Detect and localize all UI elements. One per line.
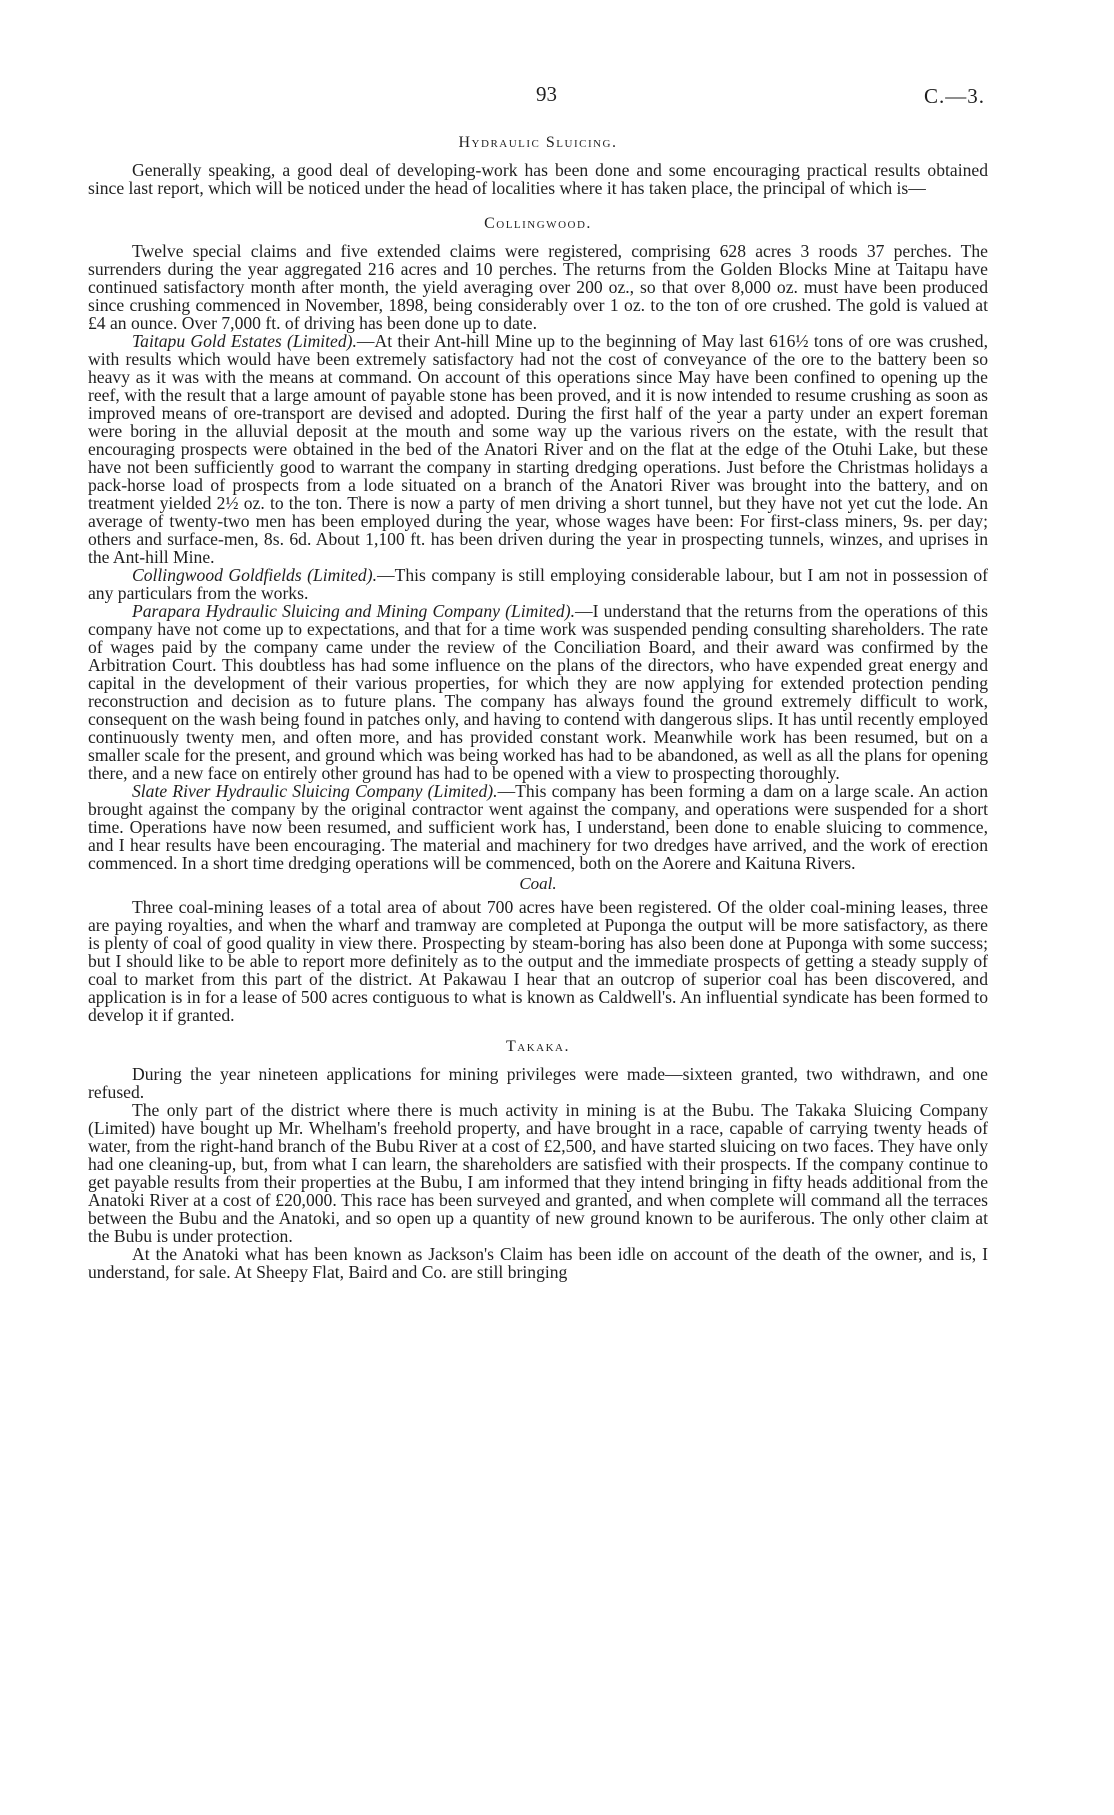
company-name: Slate River Hydraulic Sluicing Company (Limited). [132, 781, 498, 801]
paragraph-text: —This company is still employing considerable labour, but I am not in possession of any particulars from the works. [88, 565, 989, 603]
paragraph [88, 566, 988, 602]
paragraph [88, 602, 988, 782]
paragraph [88, 782, 988, 872]
paragraph: Generally speaking, a good deal of developing-work has been done and some encouraging practical results obtained since last report, which will be noticed under the head of localities where it has taken place, the principal of which is— [88, 160, 988, 198]
paragraph: Twelve special claims and five extended claims were registered, comprising 628 acres 3 roods 37 perches. The surrenders during the year aggregated 216 acres and 10 perches. The returns from the Golden Blocks Mine at Taitapu have continued satisfactory month after month, the yield averaging over 200 oz., so that over 8,000 oz. must have been produced since crushing commenced in November, 1898, being considerably over 1 oz. to the ton of ore crushed. The gold is valued at £4 an ounce. Over 7,000 ft. of driving has been done up to date. [88, 241, 988, 333]
page-number: 93 [536, 82, 557, 106]
page-header [0, 82, 1114, 112]
company-name: Collingwood Goldfields (Limited). [132, 565, 377, 585]
section-heading-takaka: Takaka. [506, 1038, 570, 1055]
paragraph: The only part of the district where there is much activity in mining is at the Bubu. The Takaka Sluicing Company (Limited) have bought up Mr. Whelham's freehold property, and have brought in a race, capable of carrying twenty heads of water, from the right-hand branch of the Bubu River at a cost of £2,500, and have started sluicing on two faces. They have only had one cleaning-up, but, from what I can learn, the shareholders are satisfied with their prospects. If the company continue to get payable results from their properties at the Bubu, I am informed that they intend bringing in fifty heads additional from the Anatoki River at a cost of £20,000. This race has been surveyed and granted, and when complete will command all the terraces between the Bubu and the Anatoki, and so open up a quantity of new ground known to be auriferous. The only other claim at the Bubu is under protection. [88, 1100, 988, 1246]
paragraph: During the year nineteen applications for mining privileges were made—sixteen granted, two withdrawn, and one refused. [88, 1064, 988, 1102]
paragraph-text: —At their Ant-hill Mine up to the beginning of May last 616½ tons of ore was crushed, with results which would have been extremely satisfactory had not the cost of conveyance of the ore to the battery been so heavy as it was with the means at command. On account of this operations since May have been confined to opening up the reef, with the result that a large amount of payable stone has been proved, and it is now intended to resume crushing as soon as improved means of ore-transport are devised and adopted. During the first half of the year a party under an expert foreman were boring in the alluvial deposit at the mouth and some way up the various rivers on the estate, with the result that encouraging prospects were obtained in the bed of the Anatori River and on the flat at the edge of the Otuhi Lake, but these have not been sufficiently good to warrant the company in starting dredging operations. Just before the Christmas holidays a pack-horse load of prospects from a lode situated on a branch of the Anatori River was brought into the battery, and on treatment yielded 2½ oz. to the ton. There is now a party of men driving a short tunnel, but they have not yet cut the lode. An average of twenty-two men has been employed during the year, whose wages have been: For first-class miners, 9s. per day; others and surface-men, 8s. 6d. About 1,100 ft. has been driven during the year in prospecting tunnels, winzes, and uprises in the Ant-hill Mine. [88, 331, 988, 567]
section-heading-coal: Coal. [519, 874, 557, 893]
company-name: Parapara Hydraulic Sluicing and Mining Company (Limited). [132, 601, 575, 621]
company-name: Taitapu Gold Estates (Limited). [132, 331, 357, 351]
paragraph [88, 332, 988, 566]
paragraph-text: —This company has been forming a dam on a large scale. An action brought against the company by the original contractor went against the company, and operations were suspended for a short time. Operations have now been resumed, and sufficient work has, I understand, been done to enable sluicing to commence, and I hear results have been encouraging. The material and machinery for two dredges have arrived, and the work of erection commenced. In a short time dredging operations will be commenced, both on the Aorere and Kaituna Rivers. [88, 781, 988, 873]
paragraph: Three coal-mining leases of a total area of about 700 acres have been registered. Of the older coal-mining leases, three are paying royalties, and when the wharf and tramway are completed at Puponga the output will be more satisfactory, as there is plenty of coal of good quality in view there. Prospecting by steam-boring has also been done at Puponga with some success; but I should like to be able to report more definitely as to the output and the immediate prospects of getting a steady supply of coal to market from this part of the district. At Pakawau I hear that an outcrop of superior coal has been discovered, and application is in for a lease of 500 acres contiguous to what is known as Caldwell's. An influential syndicate has been formed to develop it if granted. [88, 897, 988, 1025]
section-heading-collingwood: Collingwood. [484, 215, 592, 232]
paragraph: At the Anatoki what has been known as Jackson's Claim has been idle on account of the death of the owner, and is, I understand, for sale. At Sheepy Flat, Baird and Co. are still bringing [88, 1244, 988, 1282]
page-body [88, 130, 988, 1281]
paragraph-text: —I understand that the returns from the operations of this company have not come up to expectations, and that for a time work was suspended pending consulting shareholders. The rate of wages paid by the company came under the review of the Conciliation Board, and their award was confirmed by the Arbitration Court. This doubtless has had some influence on the plans of the directors, who have expended great energy and capital in the development of their various properties, for which they are now applying for extended protection pending reconstruction and decision as to future plans. The company has always found the ground extremely difficult to work, consequent on the wash being found in patches only, and having to contend with dangerous slips. It has until recently employed continuously twenty men, and often more, and has provided constant work. Meanwhile work has been resumed, but on a smaller scale for the present, and ground which was being worked has had to be abandoned, as well as all the plans for opening there, and a new face on entirely other ground has had to be opened with a view to prospecting thoroughly. [88, 601, 988, 783]
document-reference: C.—3. [924, 84, 986, 108]
section-heading-hydraulic-sluicing: Hydraulic Sluicing. [458, 134, 618, 151]
